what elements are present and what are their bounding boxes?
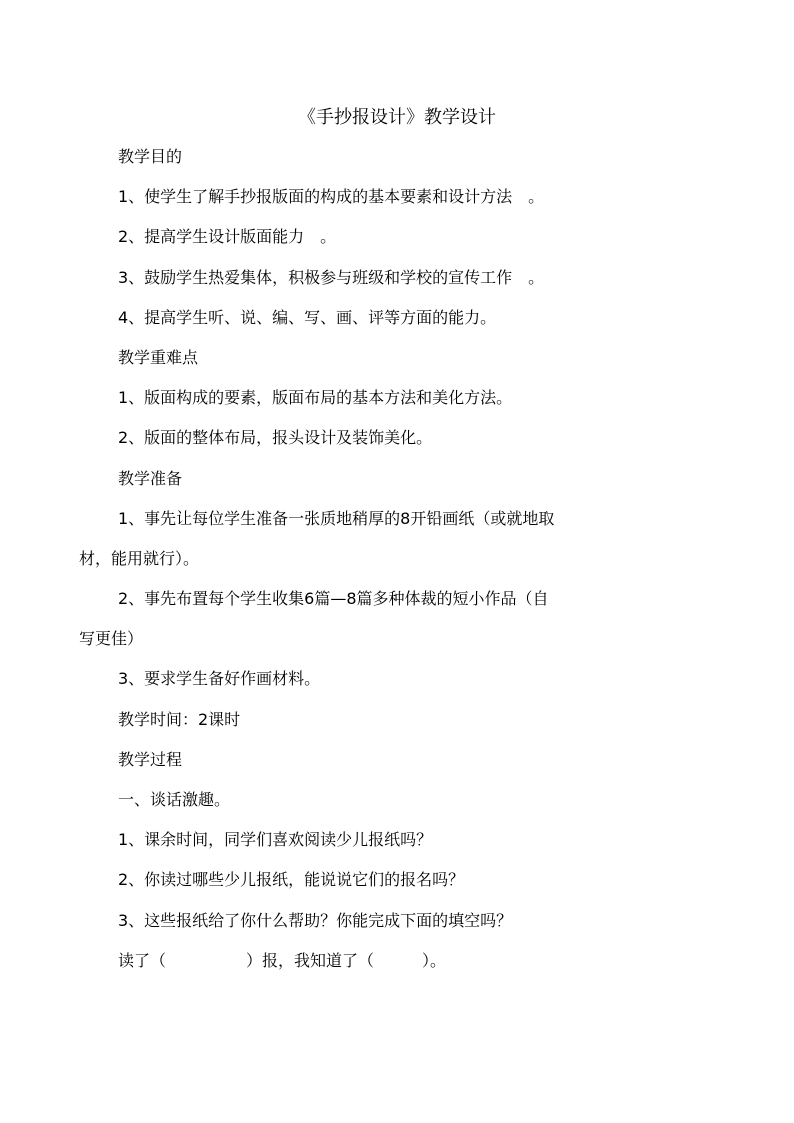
preparation-item-1 xyxy=(79,505,676,573)
objectives-heading: 教学目的 xyxy=(118,147,183,166)
preparation-item-3: 3、要求学生备好作画材料。 xyxy=(118,669,321,689)
objective-item: 4、提高学生听、说、编、写、画、评等方面的能力。 xyxy=(118,307,497,327)
preparation-item-1-line-1: 1、事先让每位学生准备一张质地稍厚的8开铅画纸（或就地取 xyxy=(118,508,555,528)
key-point-item: 2、版面的整体布局，报头设计及装饰美化。 xyxy=(118,428,433,448)
teaching-time: 教学时间：2课时 xyxy=(118,709,241,729)
process-item: 3、这些报纸给了你什么帮助？你能完成下面的填空吗？ xyxy=(118,910,513,930)
key-point-item: 1、版面构成的要素，版面布局的基本方法和美化方法。 xyxy=(118,388,513,408)
process-section-1: 一、谈话激趣。 xyxy=(118,790,231,809)
preparation-heading: 教学准备 xyxy=(118,468,183,488)
preparation-item-2 xyxy=(79,585,676,653)
objective-item: 1、使学生了解手抄报版面的构成的基本要素和设计方法 。 xyxy=(118,187,545,207)
preparation-item-1-line-2: 材，能用就行）。 xyxy=(79,548,200,568)
fill-in-blank-sentence: 读了（ ）报，我知道了（ ）。 xyxy=(118,950,447,970)
objective-item: 2、提高学生设计版面能力 。 xyxy=(118,227,337,247)
process-item: 1、课余时间，同学们喜欢阅读少儿报纸吗？ xyxy=(118,830,433,850)
objective-item: 3、鼓励学生热爱集体，积极参与班级和学校的宣传工作 。 xyxy=(118,267,545,287)
key-points-heading: 教学重难点 xyxy=(118,347,199,367)
preparation-item-2-line-2: 写更佳） xyxy=(79,629,144,649)
document-title: 《手抄报设计》教学设计 xyxy=(298,107,496,128)
preparation-item-2-line-1: 2、事先布置每个学生收集6篇—8篇多种体裁的短小作品（自 xyxy=(118,589,549,609)
process-heading: 教学过程 xyxy=(118,749,183,769)
document-body xyxy=(79,143,676,987)
process-item: 2、你读过哪些少儿报纸，能说说它们的报名吗？ xyxy=(118,870,465,890)
